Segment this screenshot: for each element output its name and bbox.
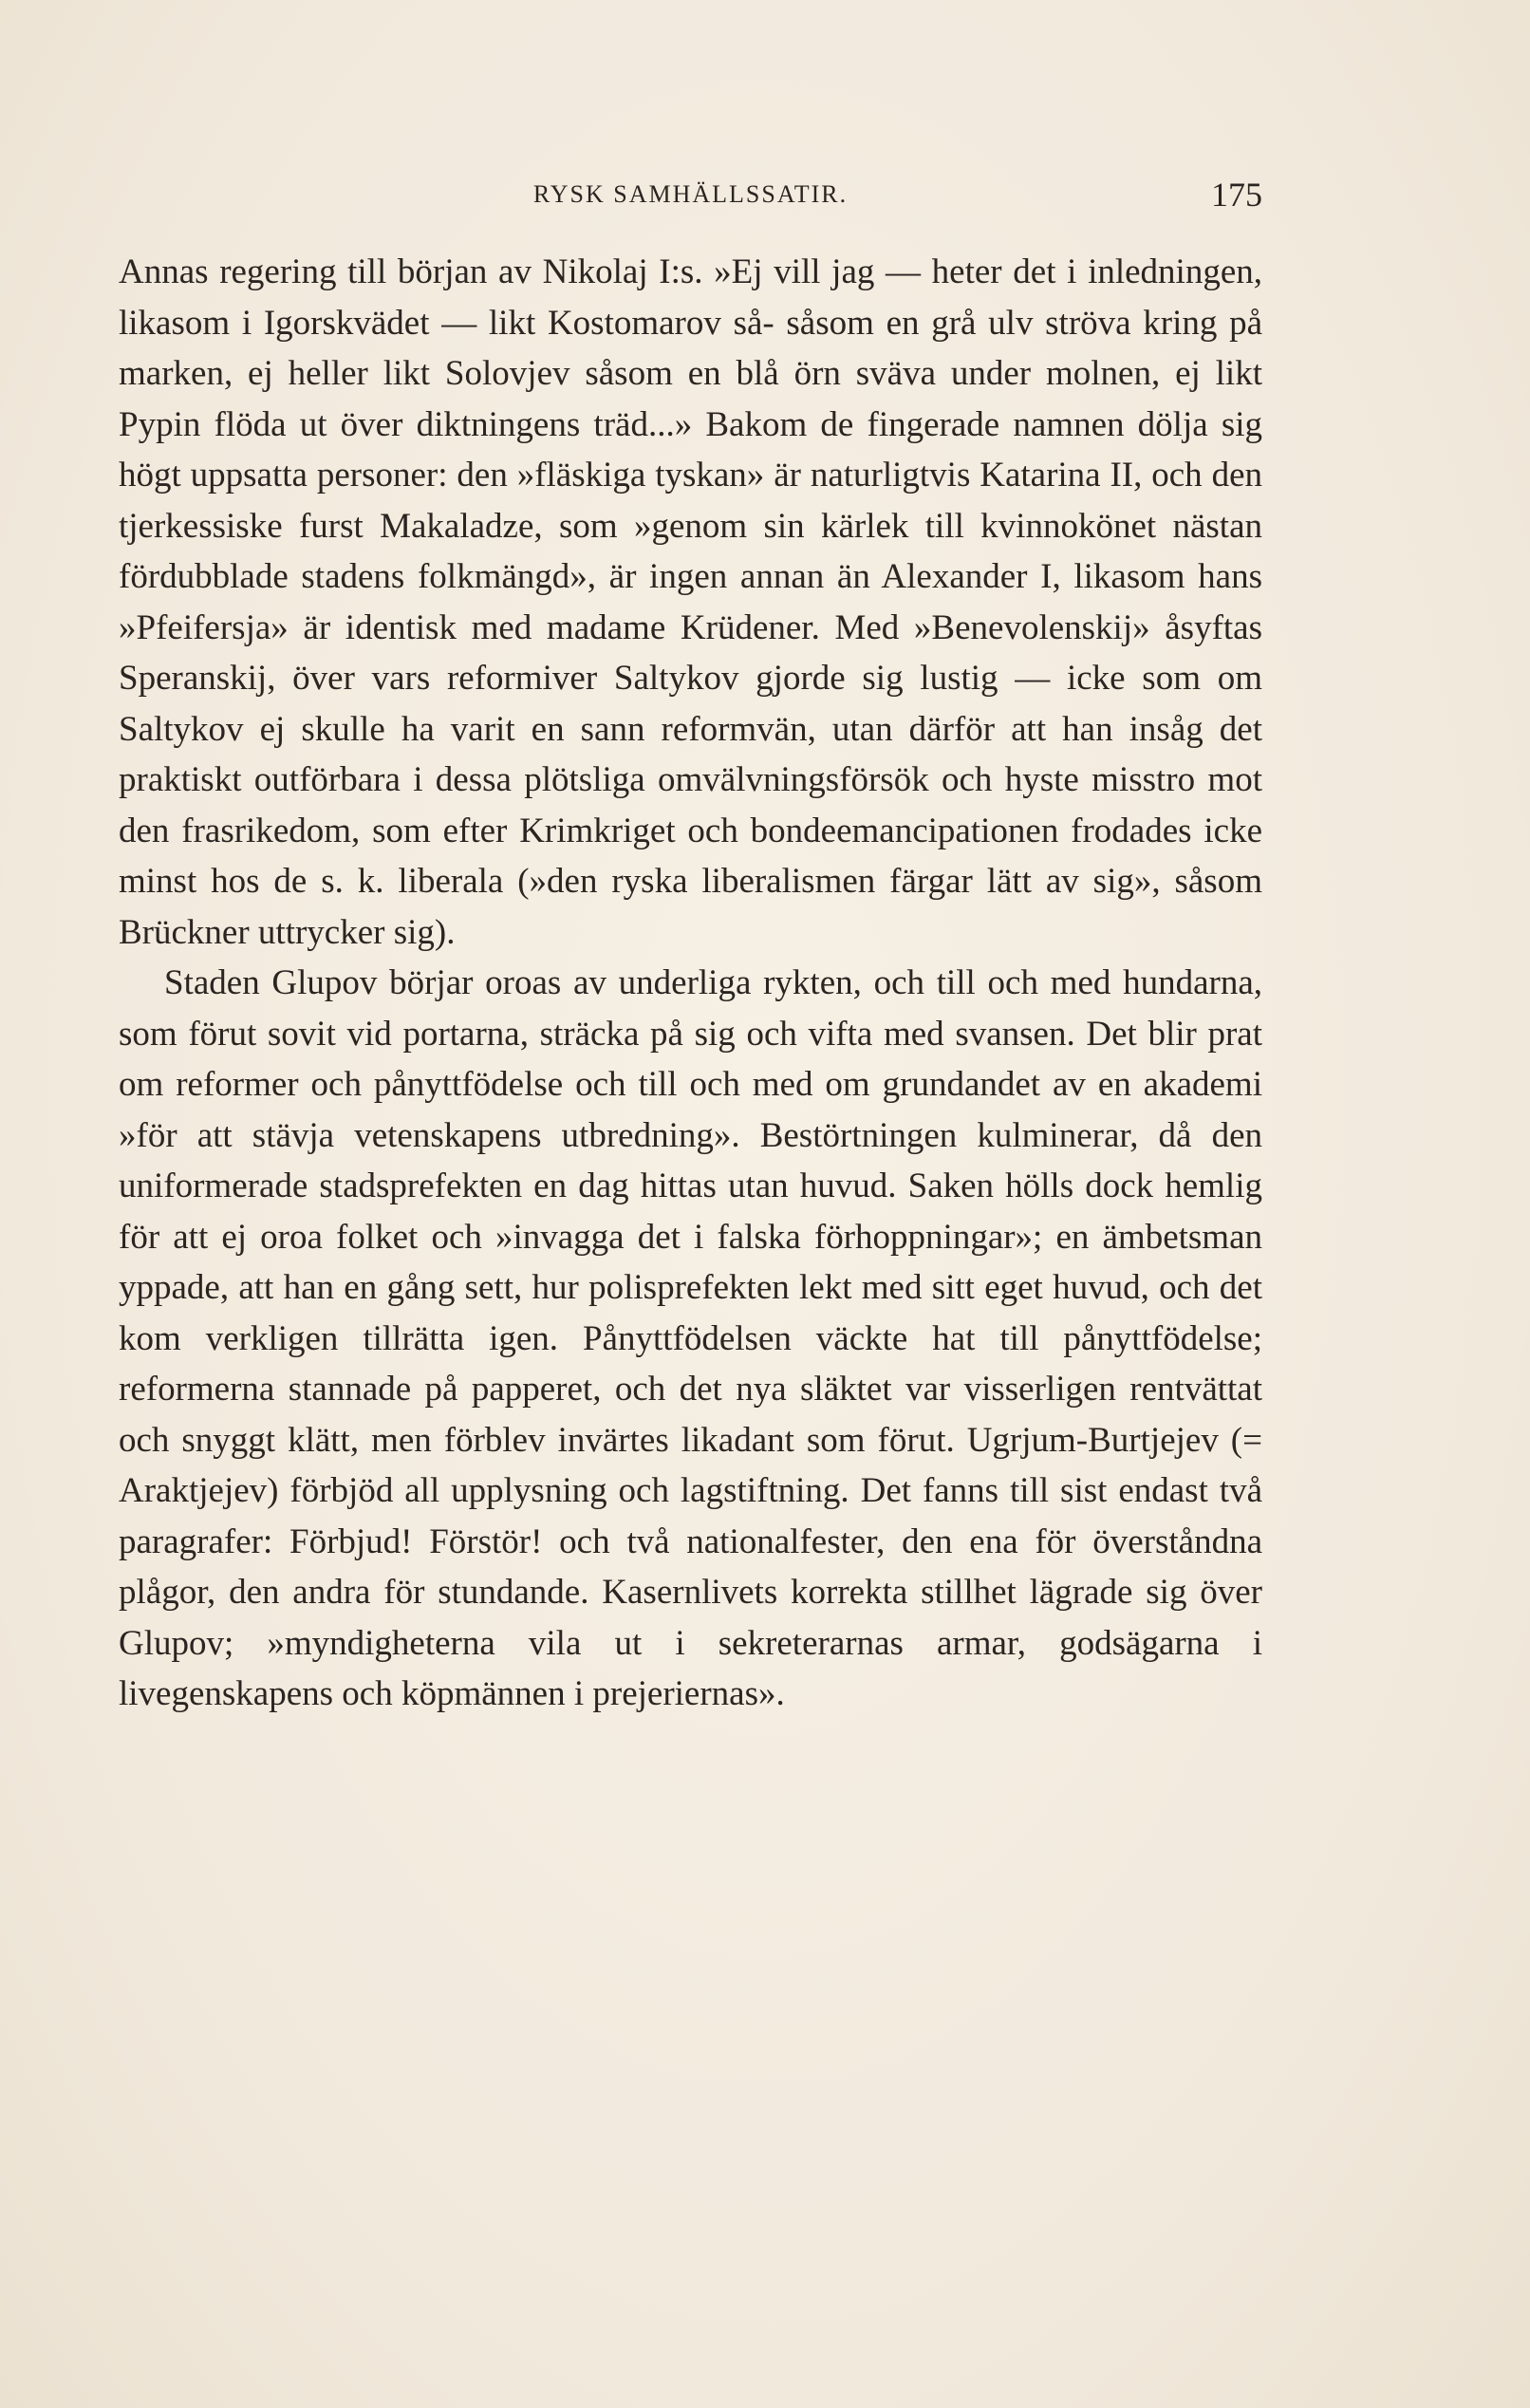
page-header [119,176,1262,218]
page-number: 175 [1211,176,1262,214]
running-head: RYSK SAMHÄLLSSATIR. [532,180,849,208]
paragraph-2: Staden Glupov börjar oroas av underliga rykten, och till och med hundarna, som förut sovit vid portarna, sträcka på sig och vifta med svansen. Det blir prat om reformer och pånyttfödelse och till och med om grundandet av en akademi »för att stävja vetenskapens utbredning». Bestörtningen kulminerar, då den uniformerade stadsprefekten en dag hittas utan huvud. Saken hölls dock hemlig för att ej oroa folket och »invagga det i falska förhoppningar»; en ämbetsman yppade, att han en gång sett, hur polisprefekten lekt med sitt eget huvud, och det kom verkligen tillrätta igen. Pånyttfödelsen väckte hat till pånyttfödelse; reformerna stannade på papperet, och det nya släktet var visserligen rentvättat och snyggt klätt, men förblev invärtes likadant som förut. Ugrjum-Burtjejev (= Araktjejev) förbjöd all upplysning och lagstiftning. Det fanns till sist endast två paragrafer: Förbjud! Förstör! och två nationalfester, den ena för överståndna plågor, den andra för stundande. Kasernlivets korrekta stillhet lägrade sig över Glupov; »myndigheterna vila ut i sekreterarnas armar, godsägarna i livegenskapens och köpmännen i prejeriernas». [119,963,1262,1713]
paragraph-1: Annas regering till början av Nikolaj I:s. »Ej vill jag — heter det i inledningen, likasom i Igorskvädet — likt Kostomarov så- såsom en grå ulv ströva kring på marken, ej heller likt Solovjev såsom en blå örn sväva under molnen, ej likt Pypin flöda ut över diktningens träd...» Bakom de fingerade namnen dölja sig högt uppsatta personer: den »fläskiga tyskan» är naturligtvis Katarina II, och den tjerkessiske furst Makaladze, som »genom sin kärlek till kvinnokönet nästan fördubblade stadens folkmängd», är ingen annan än Alexander I, likasom hans »Pfeifersja» är identisk med madame Krüdener. Med »Benevolenskij» åsyftas Speranskij, över vars reformiver Saltykov gjorde sig lustig — icke som om Saltykov ej skulle ha varit en sann reformvän, utan därför att han insåg det praktiskt outförbara i dessa plötsliga omvälvningsförsök och hyste misstro mot den frasrikedom, som efter Krimkriget och bondeemancipationen frodades icke minst hos de s. k. liberala (»den ryska liberalismen färgar lätt av sig», såsom Brückner uttrycker sig). [119,252,1262,952]
body-text [119,247,1262,1720]
